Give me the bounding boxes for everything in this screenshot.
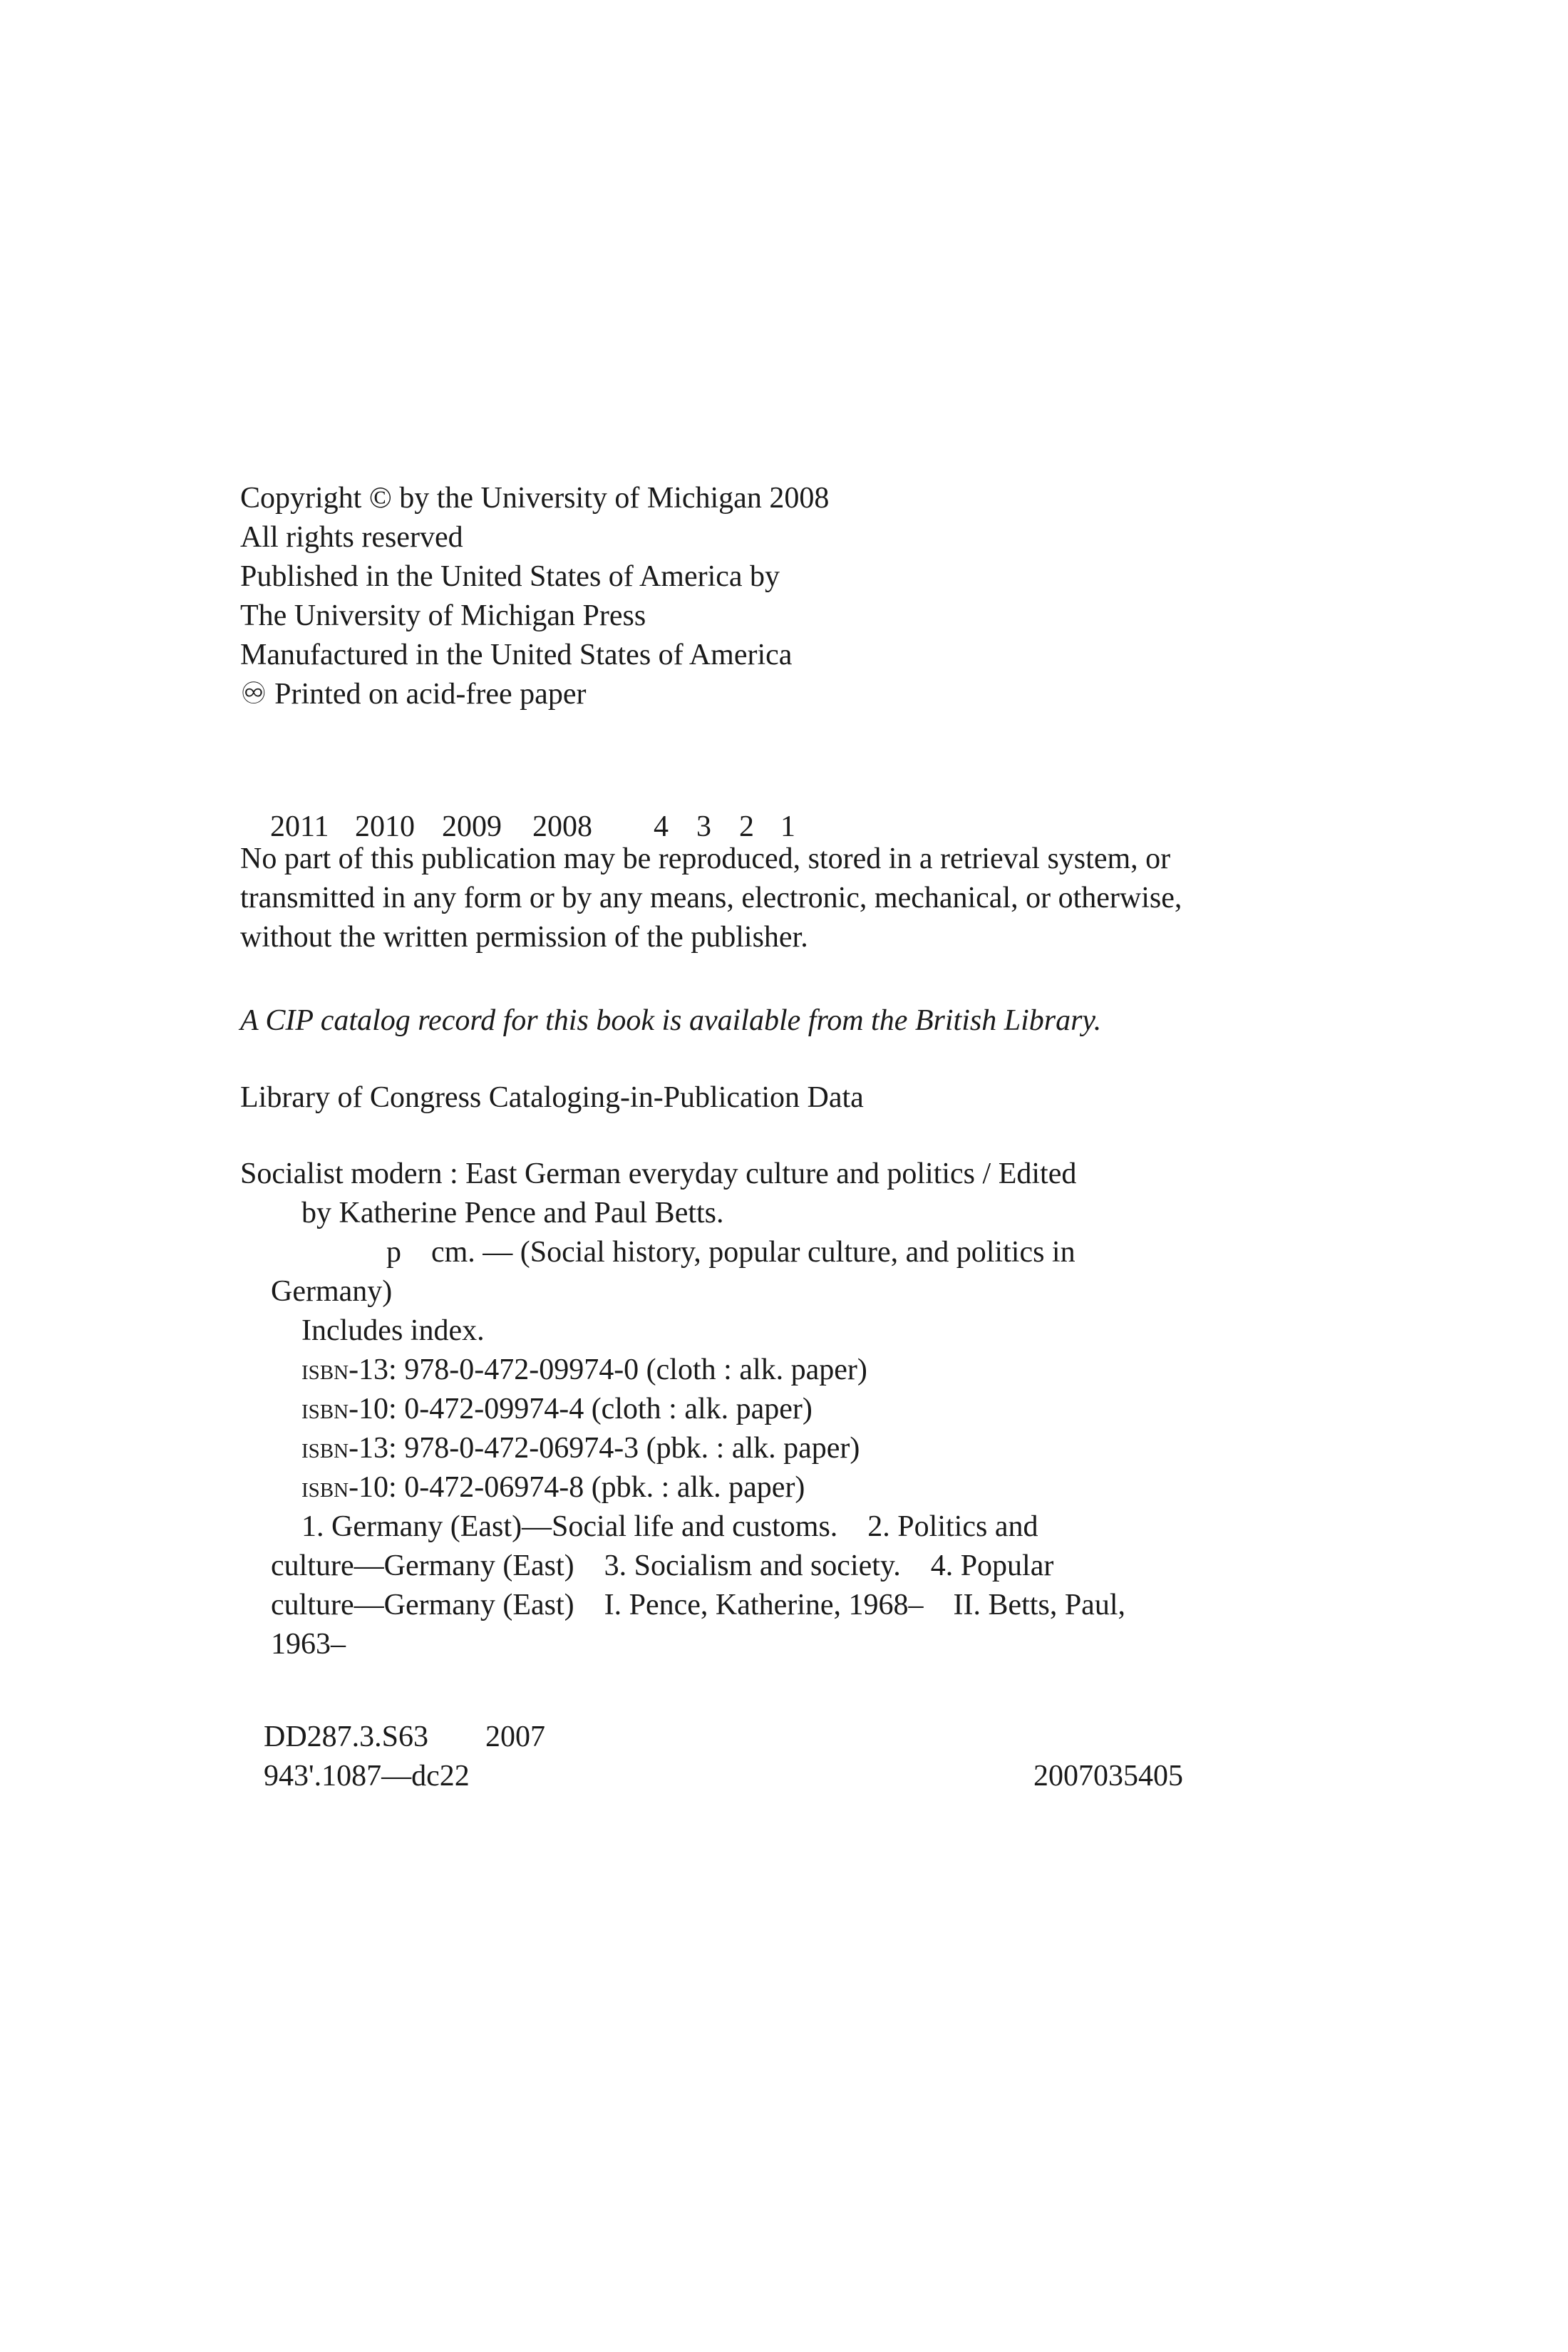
isbn-line xyxy=(240,1351,1125,1390)
rights-notice-line: No part of this publication may be reproduced, stored in a retrieval system, or xyxy=(240,842,1171,875)
subjects-line: 1963– xyxy=(271,1628,346,1661)
rights-reserved-line: All rights reserved xyxy=(240,521,463,554)
lc-call-number: DD287.3.S63 xyxy=(264,1721,429,1753)
dewey-number: 943'.1087—dc22 xyxy=(264,1760,470,1793)
isbn-line xyxy=(240,1390,1125,1429)
catalog-series-line: p cm. — (Social history, popular culture, and politics in xyxy=(386,1236,1076,1269)
imprint-year: 2008 xyxy=(532,810,592,843)
imprint-year: 2010 xyxy=(355,810,415,843)
acid-free-line: ♾ Printed on acid-free paper xyxy=(240,678,587,711)
printing-number: 2 xyxy=(739,810,754,843)
rights-notice-line: without the written permission of the publisher. xyxy=(240,921,808,954)
classification-block xyxy=(264,1718,1262,1796)
subjects-line: 1. Germany (East)—Social life and customs. 2. Politics and xyxy=(301,1510,1038,1543)
printing-number: 4 xyxy=(654,810,669,843)
isbn-value: 0-472-09974-4 (cloth : alk. paper) xyxy=(404,1393,813,1425)
subjects-line: culture—Germany (East) I. Pence, Katherine, 1968– II. Betts, Paul, xyxy=(271,1589,1125,1621)
imprint-year: 2009 xyxy=(442,810,502,843)
isbn-value: 0-472-06974-8 (pbk. : alk. paper) xyxy=(404,1471,805,1504)
lc-call-number-row xyxy=(264,1718,1262,1757)
publisher-line: The University of Michigan Press xyxy=(240,599,646,632)
manufactured-line: Manufactured in the United States of America xyxy=(240,639,793,671)
isbn-prefix: isbn-13: xyxy=(301,1432,397,1465)
isbn-prefix: isbn-10: xyxy=(301,1393,397,1425)
catalog-record xyxy=(240,1155,1125,1664)
published-line: Published in the United States of America by xyxy=(240,560,780,593)
subjects-line: culture—Germany (East) 3. Socialism and society. 4. Popular xyxy=(271,1549,1054,1582)
british-library-cip: A CIP catalog record for this book is available from the British Library. xyxy=(240,1004,1102,1037)
rights-notice xyxy=(240,840,1182,957)
imprint-year: 2011 xyxy=(270,810,329,843)
rights-notice-line: transmitted in any form or by any means, electronic, mechanical, or otherwise, xyxy=(240,882,1182,914)
copyright-block xyxy=(240,479,829,714)
isbn-value: 978-0-472-06974-3 (pbk. : alk. paper) xyxy=(404,1432,860,1465)
catalog-title-line: by Katherine Pence and Paul Betts. xyxy=(301,1197,724,1229)
isbn-line xyxy=(240,1468,1125,1507)
printing-number: 3 xyxy=(696,810,711,843)
catalog-title-line: Socialist modern : East German everyday culture and politics / Edited xyxy=(240,1157,1077,1190)
printing-number: 1 xyxy=(780,810,795,843)
lccn: 2007035405 xyxy=(1033,1760,1183,1793)
catalog-includes-line: Includes index. xyxy=(301,1314,485,1347)
isbn-prefix: isbn-10: xyxy=(301,1471,397,1504)
isbn-value: 978-0-472-09974-0 (cloth : alk. paper) xyxy=(404,1353,867,1386)
catalog-series-line: Germany) xyxy=(271,1275,393,1308)
lc-cip-heading: Library of Congress Cataloging-in-Publication Data xyxy=(240,1081,864,1114)
copyright-line: Copyright © by the University of Michigan 2008 xyxy=(240,482,830,515)
lc-call-year: 2007 xyxy=(485,1721,545,1753)
dewey-row xyxy=(264,1757,1262,1796)
isbn-line xyxy=(240,1429,1125,1468)
isbn-prefix: isbn-13: xyxy=(301,1353,397,1386)
